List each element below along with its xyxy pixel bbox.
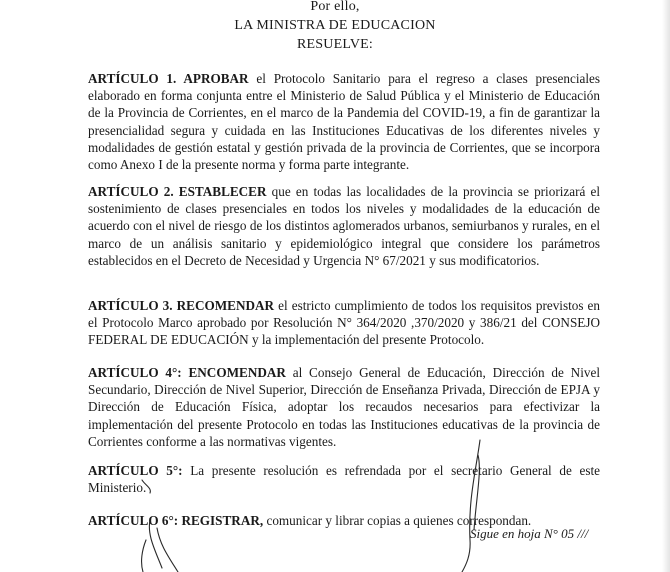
article-5-text: La presente resolución es refrendada por el secretario General de este Ministerio. [88,463,600,496]
article-2 [88,183,600,269]
article-4-text: al Consejo General de Educación, Dirección de Nivel Secundario, Dirección de Nivel Superior, Dirección de Enseñanza Privada, Dirección de EPJA y Dirección de Educación Física, adoptar los recaudos necesarios para efectivizar la implementación del presente Protocolo en todas las Instituciones educativas de la provincia de Corrientes conforme a las normativas vigentes. [88,365,600,449]
article-4-lead: ARTÍCULO 4°: ENCOMENDAR [88,365,286,380]
article-2-text: que en todas las localidades de la provincia se priorizará el sostenimiento de clases presenciales en todos los niveles y modalidades de la educación de acuerdo con el nivel de riesgo de los distintos aglomerados urbanos, semiurbanos y rurales, en el marco de un análisis sanitario y epidemiológico integral que considere los parámetros establecidos en el Decreto de Necesidad y Urgencia N° 67/2021 y sus modificatorios. [88,184,600,268]
article-3 [88,297,600,349]
article-4 [88,364,600,450]
article-2-lead: ARTÍCULO 2. ESTABLECER [88,184,267,199]
article-5 [88,462,600,496]
article-3-lead: ARTÍCULO 3. RECOMENDAR [88,298,275,313]
article-1 [88,70,600,173]
page-edge-shadow [662,0,670,572]
resolves-heading: RESUELVE: [297,37,373,52]
article-6-text: comunicar y librar copias a quienes correspondan. [263,513,532,528]
article-1-text: el Protocolo Sanitario para el regreso a clases presenciales elaborado en forma conjunta entre el Ministerio de Salud Pública y el Ministerio de Educación de la Provincia de Corrientes, en el marco de la Pandemia del COVID-19, a fin de garantizar la presencialidad segura y cuidada en las Instituciones Educativas de los diferentes niveles y modalidades de gestión estatal y gestión privada de la provincia de Corrientes, que se incorpora como Anexo I de la presente norma y forma parte integrante. [88,71,600,173]
continuation-note: Sigue en hoja N° 05 /// [470,526,589,541]
article-1-lead: ARTÍCULO 1. APROBAR [88,71,249,86]
signature-stroke-right [462,440,480,572]
article-6-lead: ARTÍCULO 6°: REGISTRAR, [88,513,264,528]
authority-title: LA MINISTRA DE EDUCACION [234,18,436,33]
article-5-lead: ARTÍCULO 5°: [88,463,183,478]
article-3-text: el estricto cumplimiento de todos los requisitos previstos en el Protocolo Marco aprobado por Resolución N° 364/2020 ,370/2020 y 386/21 del CONSEJO FEDERAL DE EDUCACIÓN y la implementación del presente Protocolo. [88,298,600,348]
intro-line: Por ello, [310,0,360,14]
